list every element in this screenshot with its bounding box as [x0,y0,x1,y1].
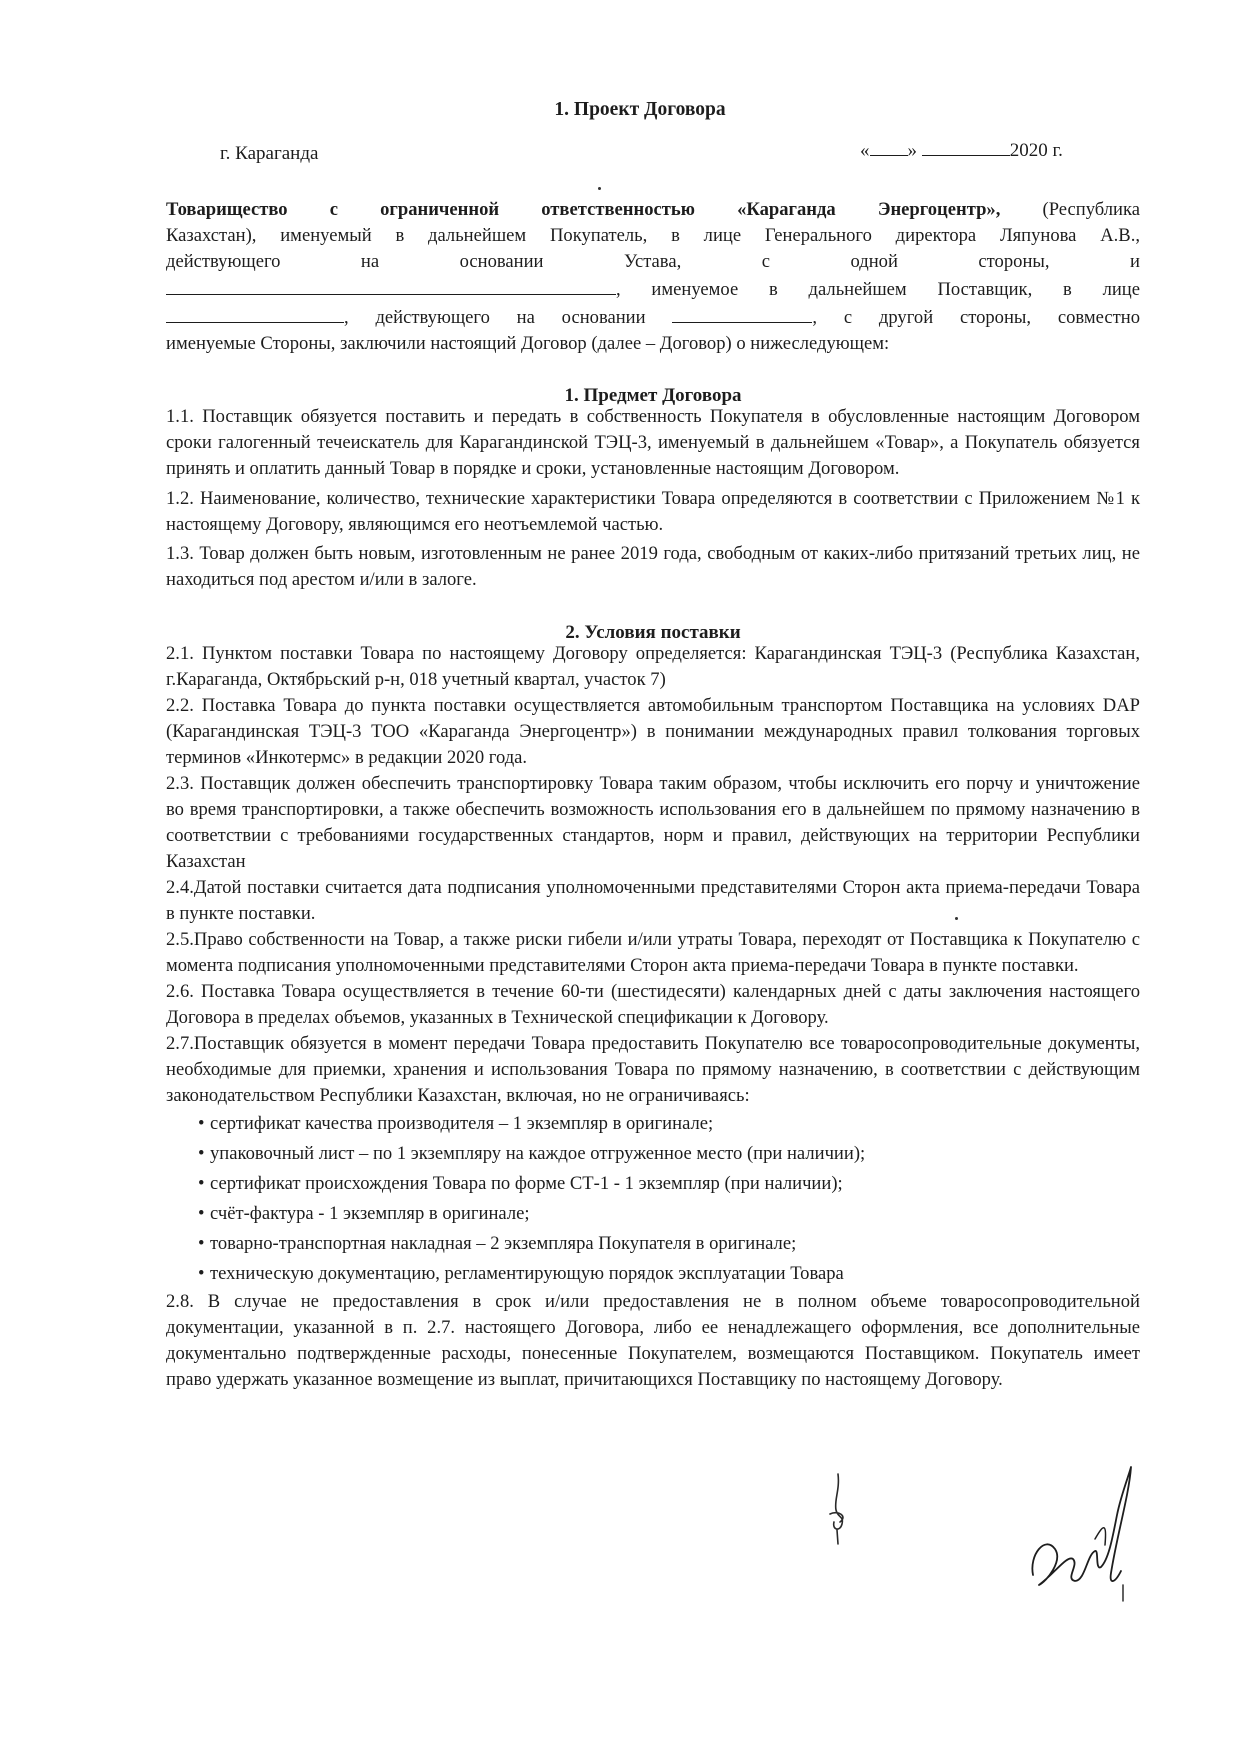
list-item: • счёт-фактура - 1 экземпляр в оригинале; [198,1199,1140,1229]
clause-2-7: 2.7.Поставщик обязуется в момент передачи Товара предоставить Покупателю все товаросопроводительные документы, необходимые для приемки, хранения и использования Товара по прямому назначению, в соответствии с действующим законодательством Республики Казахстан, включая, но не ограничиваясь: [166,1033,1140,1106]
day-blank [870,136,908,156]
date-quote-close: » [907,140,917,161]
clause-1-1: 1.1. Поставщик обязуется поставить и передать в собственность Покупателя в обусловленные настоящим Договором сроки галогенный течеискатель для Карагандинской ТЭЦ-3, именуемый в дальнейшем «Товар», а Покупатель обязуется принять и оплатить данный Товар в порядке и сроки, установленные настоящим Договором. [166,406,1140,479]
list-item: • сертификат происхождения Товара по форме СТ-1 - 1 экземпляр (при наличии); [198,1169,1140,1199]
date-quote-open: « [860,140,870,161]
supplier-representative-blank [166,303,344,323]
preamble-line-3: действующего на основании Устава, с одной стороны, и [166,251,1140,272]
clause-2-2: 2.2. Поставка Товара до пункта поставки осуществляется автомобильным транспортом Поставщика на условиях DAP (Карагандинская ТЭЦ-3 ТОО «Караганда Энергоцентр») в понимании международных правил толкования торговых терминов «Инкотермс» в редакции 2020 года. [166,695,1140,768]
clause-2-4: 2.4.Датой поставки считается дата подписания уполномоченными представителями Сторон акта приема-передачи Товара в пункте поставки. [166,877,1140,924]
preamble-line-6: именуемые Стороны, заключили настоящий Договор (далее – Договор) о нижеследующем: [166,333,890,354]
month-blank [922,136,1010,156]
preamble-line-4: , именуемое в дальнейшем Поставщик, в лице [166,275,1140,303]
scan-speck [955,917,958,920]
clause-1-3: 1.3. Товар должен быть новым, изготовленным не ранее 2019 года, свободным от каких-либо притязаний третьих лиц, не находиться под арестом и/или в залоге. [166,543,1140,590]
preamble-line-5: , действующего на основании , с другой стороны, совместно [166,303,1140,331]
list-item: • техническую документацию, регламентирующую порядок эксплуатации Товара [198,1259,1140,1289]
preamble-line-2: Казахстан), именуемый в дальнейшем Покупатель, в лице Генерального директора Ляпунова А.В., [166,225,1140,246]
section-2-heading: 2. Условия поставки [565,622,741,643]
list-item: • сертификат качества производителя – 1 экземпляр в оригинале; [198,1109,1140,1139]
date-year: 2020 г. [1009,140,1063,161]
city-label: г. Караганда [220,143,319,164]
signature-icon [1025,1455,1145,1605]
scan-speck [598,187,601,190]
buyer-company-name: Товарищество с ограниченной ответственностью «Караганда Энергоцентр», [166,199,1001,220]
clause-2-6: 2.6. Поставка Товара осуществляется в течение 60-ти (шестидесяти) календарных дней с даты заключения настоящего Договора в пределах объемов, указанных в Технической спецификации к Договору. [166,981,1140,1028]
clause-2-5: 2.5.Право собственности на Товар, а также риски гибели и/или утраты Товара, переходят от Поставщика к Покупателю с момента подписания уполномоченными представителями Сторон акта приема-передачи Товара в пункте поставки. [166,929,1140,976]
section-1-body [166,404,1140,593]
initial-mark-icon [820,1470,860,1550]
section-2-body [166,641,1140,1393]
clause-1-2: 1.2. Наименование, количество, технические характеристики Товара определяются в соответствии с Приложением №1 к настоящему Договору, являющимся его неотъемлемой частью. [166,488,1140,535]
preamble [166,197,1140,357]
clause-2-3: 2.3. Поставщик должен обеспечить транспортировку Товара таким образом, чтобы исключить его порчу и уничтожение во время транспортировки, а также обеспечить возможность использования его в дальнейшем по прямому назначению в соответствии с требованиями государственных стандартов, норм и правил, действующих на территории Республики Казахстан [166,773,1140,872]
list-item: • упаковочный лист – по 1 экземпляру на каждое отгруженное место (при наличии); [198,1139,1140,1169]
document-title: 1. Проект Договора [554,99,726,120]
date-line [860,136,1063,164]
authority-basis-blank [672,303,812,323]
documents-list [0,1109,1140,1289]
supplier-name-blank [166,275,616,295]
section-1-heading: 1. Предмет Договора [564,385,742,406]
clause-2-1: 2.1. Пунктом поставки Товара по настоящему Договору определяется: Карагандинская ТЭЦ-3 (Республика Казахстан, г.Караганда, Октябрьский р-н, 018 учетный квартал, участок 7) [166,643,1140,690]
clause-2-8: 2.8. В случае не предоставления в срок и/или предоставления не в полном объеме товаросопроводительной документации, указанной в п. 2.7. настоящего Договора, либо ее ненадлежащего оформления, все дополнительные документально подтвержденные расходы, понесенные Покупателем, возмещаются Поставщиком. Покупатель имеет право удержать указанное возмещение из выплат, причитающихся Поставщику по настоящему Договору. [166,1291,1140,1390]
list-item: • товарно-транспортная накладная – 2 экземпляра Покупателя в оригинале; [198,1229,1140,1259]
preamble-line-1: Товарищество с ограниченной ответственностью «Караганда Энергоцентр», (Республика [166,199,1140,220]
